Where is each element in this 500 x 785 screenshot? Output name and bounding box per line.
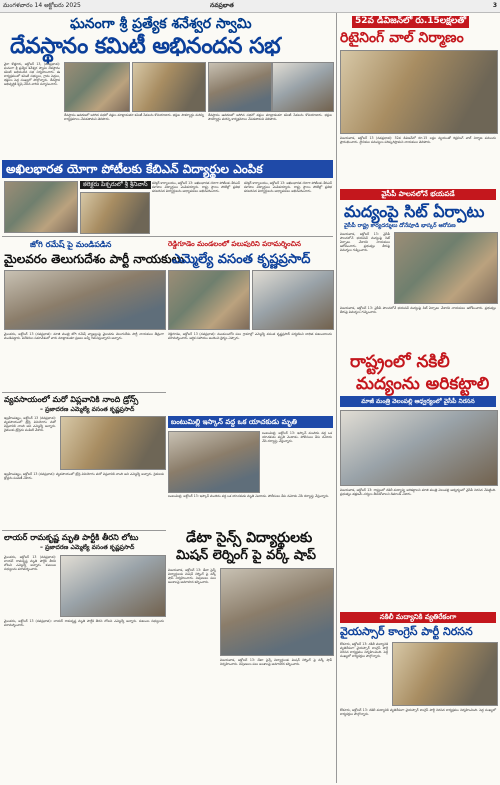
lead-photo-2 <box>132 62 206 112</box>
ycp-body-2: కోడూరు, అక్టోబర్ 13: నకిలీ మద్యానికి వ్యతిరేకంగా వైయస్సార్ కాంగ్రెస్ పార్టీ నిరసన కార్యక్రమం నిర్వహించింది. పెద్ద సంఖ్యలో కార్యకర్తలు పాల్గొన్నారు. <box>340 708 496 717</box>
yoga-body: కలెక్టర్ కార్యాలయం, అక్టోబర్ 13: అఖిలభారత యోగా పోటీలకు కేబిఎన్ కళాశాల విద్యార్థులు ఎంపికయ్యారు. రాష్ట్ర స్థాయి పోటీల్లో ప్రతిభ కనబరిచిన విద్యార్థులను అధ్యాపకులు అభినందించారు. <box>152 181 240 194</box>
lead-photo-1 <box>64 62 130 112</box>
lead-headline: దేవస్థానం కమిటీ అభినందన సభ <box>10 34 281 59</box>
sit-body-2: విజయవాడ, అక్టోబర్ 13: వైసీపీ పాలనలోనే భయపడే మద్యంపై సిట్ ఏర్పాటు చేశారని నాయకులు ఆరోపించారు. ప్రభుత్వం తీరుపై విమర్శలు గుప్పించారు. <box>340 306 496 315</box>
reddi-kicker: రెడ్డిగూడెం మండలంలో పలుపురిని పరామర్శించిన <box>168 240 301 248</box>
fake-headline: రాష్ట్రంలో నకిలీ <box>350 352 450 372</box>
yoga-photo-2 <box>80 192 150 234</box>
ycp-photo <box>392 642 498 706</box>
lawyer-headline: లాయర్ రామకృష్ణ మృతి పార్టీకి తీరని లోటు <box>4 533 139 542</box>
bandi-body-2: బంటుమిల్లి, అక్టోబర్ 13: ఇస్కాన్ మందిరం వద్ద ఒక యాచకుడు మృతి చెందాడు. పోలీసులు కేసు నమోదు చేసి దర్యాప్తు చేస్తున్నారు. <box>168 494 330 498</box>
datasci-photo <box>220 568 334 656</box>
sit-headline: మద్యంపై సిట్ ఏర్పాటు <box>344 202 485 221</box>
fake-photo <box>340 410 498 486</box>
datasci-headline: డేటా సైన్స్ విద్యార్థులకు <box>186 530 313 546</box>
lead-body-2: దేవస్థానం ఆవరణలో జరిగిన సభలో వక్తలు మాట్లాడుతూ కమిటీ సేవలను కొనియాడారు. భక్తుల సౌకర్యార్థం మరిన్ని కార్యక్రమాలు చేపడతామని తెలిపారు. <box>64 113 204 122</box>
lead-body-3: దేవస్థానం ఆవరణలో జరిగిన సభలో వక్తలు మాట్లాడుతూ కమిటీ సేవలను కొనియాడారు. భక్తుల సౌకర్యార్థం మరిన్ని కార్యక్రమాలు చేపడతామని తెలిపారు. <box>208 113 332 122</box>
yoga-body-2: కలెక్టర్ కార్యాలయం, అక్టోబర్ 13: అఖిలభారత యోగా పోటీలకు కేబిఎన్ కళాశాల విద్యార్థులు ఎంపికయ్యారు. రాష్ట్ర స్థాయి పోటీల్లో ప్రతిభ కనబరిచిన విద్యార్థులను అధ్యాపకులు అభినందించారు. <box>244 181 332 194</box>
drone-body: ఇబ్రహీంపట్నం, అక్టోబర్ 13 (నవప్రభాత): వ్యవసాయంలో డ్రోన్ల వినియోగం మరో విప్లవానికి నాంది అని ఎమ్మెల్యే అన్నారు. రైతులకు డ్రోన్లను పంపిణీ చేశారు. <box>4 416 56 433</box>
sit-photo <box>394 232 498 304</box>
ycp-headline: వైయస్సార్ కాంగ్రెస్ పార్టీ నిరసన <box>340 625 473 638</box>
jogi-headline: మైలవరం తెలుగుదేశం పార్టీ నాయకులు <box>4 252 185 266</box>
sit-bar: వైసీపీ పాలనలోనే భయపడే <box>340 189 496 200</box>
ycp-body: కోడూరు, అక్టోబర్ 13: నకిలీ మద్యానికి వ్యతిరేకంగా వైయస్సార్ కాంగ్రెస్ పార్టీ నిరసన కార్యక్రమం నిర్వహించింది. పెద్ద సంఖ్యలో కార్యకర్తలు పాల్గొన్నారు. <box>340 642 388 659</box>
lead-kicker: ఘనంగా శ్రీ ప్రత్యేక శనేశ్వర స్వామి <box>70 16 252 32</box>
lawyer-body-2: మైలవరం, అక్టోబర్ 13 (నవప్రభాత): లాయర్ రామకృష్ణ మృతి పార్టీకి తీరని లోటని ఎమ్మెల్యే అన్నారు. కుటుంబ సభ్యులను పరామర్శించారు. <box>4 619 164 628</box>
yoga-photo-1 <box>4 181 78 233</box>
reddi-body: రెడ్డిగూడెం, అక్టోబర్ 13 (నవప్రభాత): మండలంలోని పలు గ్రామాల్లో ఎమ్మెల్యే వసంత కృష్ణప్రసాద్ పర్యటించి బాధిత కుటుంబాలను పరామర్శించారు. ఆర్థిక సహాయం అందించి ధైర్యం చెప్పారు. <box>168 332 332 341</box>
fake-headline-2: మద్యంను అరికట్టాలి <box>356 374 490 394</box>
datasci-body: విజయవాడ, అక్టోబర్ 13: డేటా సైన్స్ విద్యార్థులకు మిషన్ లెర్నింగ్ పై వర్క్ షాప్ నిర్వహించారు. నిపుణులు పలు అంశాలపై అవగాహన కల్పించారు. <box>168 568 216 585</box>
drone-photo <box>60 416 166 470</box>
jogi-kicker: జోగి రమేష్ పై మండిపడిన <box>30 240 112 249</box>
bandi-headline: బంటుమిల్లి ఇస్కాన్ వద్ద ఒక యాచకుడు మృతి <box>168 416 333 428</box>
jogi-photo <box>4 270 166 330</box>
divider <box>2 392 166 393</box>
drone-byline: – ప్రజాదరణ ఎమ్మెల్యే వసంత కృష్ణప్రసాద్ <box>40 406 135 413</box>
sit-sub: వైసీపీ రాష్ట్ర కార్యదర్శులు దోనేపూడి భాస్కర్ ఆరోపణ <box>344 223 456 229</box>
yoga-caption: కలెక్టరు పిక్చరులో శ్రీ శ్రీనివాస్ <box>80 181 151 189</box>
lawyer-photo <box>60 555 166 617</box>
bandi-body: బంటుమిల్లి, అక్టోబర్ 13: ఇస్కాన్ మందిరం వద్ద ఒక యాచకుడు మృతి చెందాడు. పోలీసులు కేసు నమోదు చేసి దర్యాప్తు చేస్తున్నారు. <box>262 431 332 444</box>
page-number: 3 <box>492 2 497 9</box>
divider <box>2 530 166 531</box>
drone-body-2: ఇబ్రహీంపట్నం, అక్టోబర్ 13 (నవప్రభాత): వ్యవసాయంలో డ్రోన్ల వినియోగం మరో విప్లవానికి నాంది అని ఎమ్మెల్యే అన్నారు. రైతులకు డ్రోన్లను పంపిణీ చేశారు. <box>4 472 164 481</box>
reddi-photo-1 <box>168 270 250 330</box>
fake-bar: మాజీ మంత్రి వెలంపల్లి ఆధ్వర్యంలో వైసీపీ నిరసన <box>340 396 496 407</box>
drone-headline: వ్యవసాయంలో మరో విప్లవానికి నాంది డ్రోన్స్ <box>4 395 139 404</box>
reddi-photo-2 <box>252 270 334 330</box>
bandi-photo <box>168 431 260 493</box>
page-date: మంగళవారం 14 అక్టోబరు 2025 <box>3 2 81 9</box>
retain-photo <box>340 50 498 134</box>
retain-body: విజయవాడ, అక్టోబర్ 13 (నవప్రభాత): 52వ డివిజన్‌లో రూ.15 లక్షల వ్యయంతో రిటైనింగ్ వాల్ నిర్మాణ పనులను ప్రారంభించారు. స్థానికుల సమస్యలు పరిష్కరిస్తామని నాయకులు తెలిపారు. <box>340 136 496 145</box>
divider <box>2 236 333 237</box>
lawyer-byline: – ప్రజాదరణ ఎమ్మెల్యే వసంత కృష్ణప్రసాద్ <box>40 544 135 551</box>
column-divider <box>336 13 337 783</box>
lawyer-body: మైలవరం, అక్టోబర్ 13 (నవప్రభాత): లాయర్ రామకృష్ణ మృతి పార్టీకి తీరని లోటని ఎమ్మెల్యే అన్నారు. కుటుంబ సభ్యులను పరామర్శించారు. <box>4 555 56 572</box>
yoga-headline: అఖిలభారత యోగా పోటీలకు కేబిఎన్ విద్యార్థుల ఎంపిక <box>2 160 333 178</box>
lead-photo-3 <box>208 62 272 112</box>
datasci-headline-2: మిషన్ లెర్నింగ్ పై వర్క్ షాప్ <box>176 548 316 563</box>
datasci-body-2: విజయవాడ, అక్టోబర్ 13: డేటా సైన్స్ విద్యార్థులకు మిషన్ లెర్నింగ్ పై వర్క్ షాప్ నిర్వహించారు. నిపుణులు పలు అంశాలపై అవగాహన కల్పించారు. <box>220 658 332 667</box>
reddi-headline: ఎమ్మెల్యే వసంత కృష్ణప్రసాద్ <box>172 252 311 267</box>
lead-body: వైరా కొత్తూరు, అక్టోబర్ 13, (నవప్రభాత): ఘనంగా శ్రీ ప్రత్యేక శనేశ్వర స్వామి దేవస్థానం కమిటీ అభినందన సభ నిర్వహించారు. ఈ కార్యక్రమంలో కమిటీ సభ్యులు, గ్రామ పెద్దలు, భక్తులు పెద్ద సంఖ్యలో పాల్గొన్నారు. దేవస్థాన అభివృద్ధికి కృషి చేసిన వారిని సన్మానించారు. <box>4 62 60 87</box>
sit-body: విజయవాడ, అక్టోబర్ 13: వైసీపీ పాలనలోనే భయపడే మద్యంపై సిట్ ఏర్పాటు చేశారని నాయకులు ఆరోపించారు. ప్రభుత్వం తీరుపై విమర్శలు గుప్పించారు. <box>340 232 390 253</box>
fake-body: విజయవాడ, అక్టోబర్ 13: రాష్ట్రంలో నకిలీ మద్యాన్ని అరికట్టాలని మాజీ మంత్రి వెలంపల్లి ఆధ్వర్యంలో వైసీపీ నిరసన చేపట్టింది. ప్రభుత్వం తక్షణమే చర్యలు తీసుకోవాలని డిమాండ్ చేశారు. <box>340 488 496 497</box>
retain-tag: 52వ డివిజన్‌లో రు.15లక్షలతో <box>352 16 469 28</box>
lead-photo-4 <box>272 62 334 112</box>
masthead: నవప్రభాత <box>210 2 234 9</box>
jogi-body: మైలవరం, అక్టోబర్ 13 (నవప్రభాత): మాజీ మంత్రి జోగి రమేష్ వ్యాఖ్యలపై మైలవరం తెలుగుదేశం పార్టీ నాయకులు తీవ్రంగా మండిపడ్డారు. విలేకరుల సమావేశంలో వారు మాట్లాడుతూ ప్రజలు అన్నీ గమనిస్తున్నారని అన్నారు. <box>4 332 164 341</box>
retain-headline: రిటైనింగ్ వాల్ నిర్మాణం <box>340 30 464 46</box>
ycp-bar: నకిలీ మద్యానికి వ్యతిరేకంగా <box>340 612 496 623</box>
page-header <box>0 0 500 13</box>
